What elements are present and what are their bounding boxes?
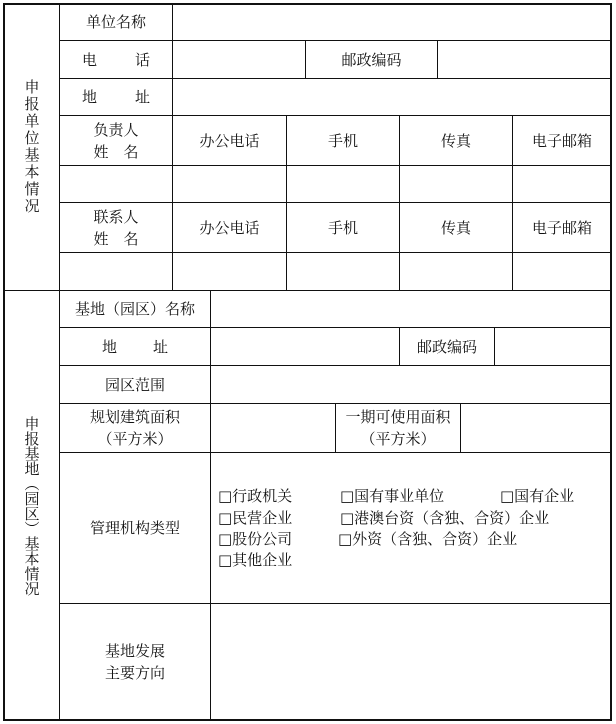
head-office-phone-label: 办公电话 xyxy=(172,115,287,166)
contact-mobile-label: 手机 xyxy=(286,202,400,253)
contact-label-2: 姓 名 xyxy=(93,229,139,248)
org-option-state-institution[interactable]: □国有事业单位 xyxy=(340,487,445,505)
head-mobile-label: 手机 xyxy=(286,115,400,166)
phone-label xyxy=(59,40,173,79)
head-name-field[interactable] xyxy=(59,165,173,203)
base-address-label-b: 址 xyxy=(152,337,168,356)
direction-label-1: 基地发展 xyxy=(104,642,165,660)
base-name-label: 基地（园区）名称 xyxy=(59,290,211,328)
phase1-area-label xyxy=(335,403,461,453)
address-label-b: 址 xyxy=(134,88,150,106)
head-label-1: 负责人 xyxy=(93,120,139,139)
address-label xyxy=(59,78,173,116)
head-fax-label: 传真 xyxy=(399,115,513,166)
planned-area-label xyxy=(59,403,211,453)
base-address-label xyxy=(59,327,211,366)
contact-office-phone-field[interactable] xyxy=(172,252,287,291)
contact-email-field[interactable] xyxy=(512,252,612,291)
phase1-area-field[interactable] xyxy=(460,403,612,453)
phone-field[interactable] xyxy=(172,40,306,79)
base-postcode-field[interactable] xyxy=(494,327,612,366)
contact-office-phone-label: 办公电话 xyxy=(172,202,287,253)
org-option-hk-macao-taiwan[interactable]: □港澳台资（含独、合资）企业 xyxy=(340,509,550,527)
address-label-a: 地 xyxy=(82,88,98,106)
unit-name-label: 单位名称 xyxy=(59,3,173,41)
head-mobile-field[interactable] xyxy=(286,165,400,203)
contact-mobile-field[interactable] xyxy=(286,252,400,291)
address-field[interactable] xyxy=(172,78,612,116)
section2-header xyxy=(3,290,60,721)
contact-email-label: 电子邮箱 xyxy=(512,202,612,253)
org-option-foreign[interactable]: □外资（含独、合资）企业 xyxy=(338,530,518,548)
postcode-field[interactable] xyxy=(437,40,612,79)
phone-label-a: 电 xyxy=(82,50,98,69)
contact-fax-label: 传真 xyxy=(399,202,513,253)
head-office-phone-field[interactable] xyxy=(172,165,287,203)
contact-name-label xyxy=(59,202,173,253)
park-scope-field[interactable] xyxy=(210,365,612,404)
head-email-label: 电子邮箱 xyxy=(512,115,612,166)
phase1-area-label-2: （平方米） xyxy=(360,430,436,448)
org-option-other[interactable]: □其他企业 xyxy=(218,551,293,569)
head-email-field[interactable] xyxy=(512,165,612,203)
unit-name-field[interactable] xyxy=(172,3,612,41)
base-address-label-a: 地 xyxy=(102,337,118,356)
phone-label-b: 话 xyxy=(134,50,150,69)
contact-name-field[interactable] xyxy=(59,252,173,291)
direction-field[interactable] xyxy=(210,603,612,721)
org-option-admin[interactable]: □行政机关 xyxy=(218,487,293,505)
head-fax-field[interactable] xyxy=(399,165,513,203)
section1-title: 申报单位基本情况 xyxy=(22,79,41,215)
org-option-state-enterprise[interactable]: □国有企业 xyxy=(500,487,575,505)
contact-fax-field[interactable] xyxy=(399,252,513,291)
postcode-label: 邮政编码 xyxy=(305,40,438,79)
planned-area-field[interactable] xyxy=(210,403,336,453)
planned-area-label-1: 规划建筑面积 xyxy=(89,408,180,426)
direction-label-2: 主要方向 xyxy=(104,664,165,682)
org-type-label: 管理机构类型 xyxy=(59,452,211,604)
phase1-area-label-1: 一期可使用面积 xyxy=(345,408,451,426)
base-address-field[interactable] xyxy=(210,327,400,366)
section2-title: 申报基地（园区）基本情况 xyxy=(22,415,41,596)
section1-header xyxy=(3,3,60,291)
contact-label-1: 联系人 xyxy=(93,207,139,226)
park-scope-label: 园区范围 xyxy=(59,365,211,404)
head-name-label xyxy=(59,115,173,166)
org-option-joint-stock[interactable]: □股份公司 xyxy=(218,530,293,548)
base-postcode-label: 邮政编码 xyxy=(399,327,495,366)
base-name-field[interactable] xyxy=(210,290,612,328)
org-option-private[interactable]: □民营企业 xyxy=(218,509,293,527)
planned-area-label-2: （平方米） xyxy=(97,430,173,448)
direction-label xyxy=(59,603,211,721)
head-label-2: 姓 名 xyxy=(93,142,139,161)
